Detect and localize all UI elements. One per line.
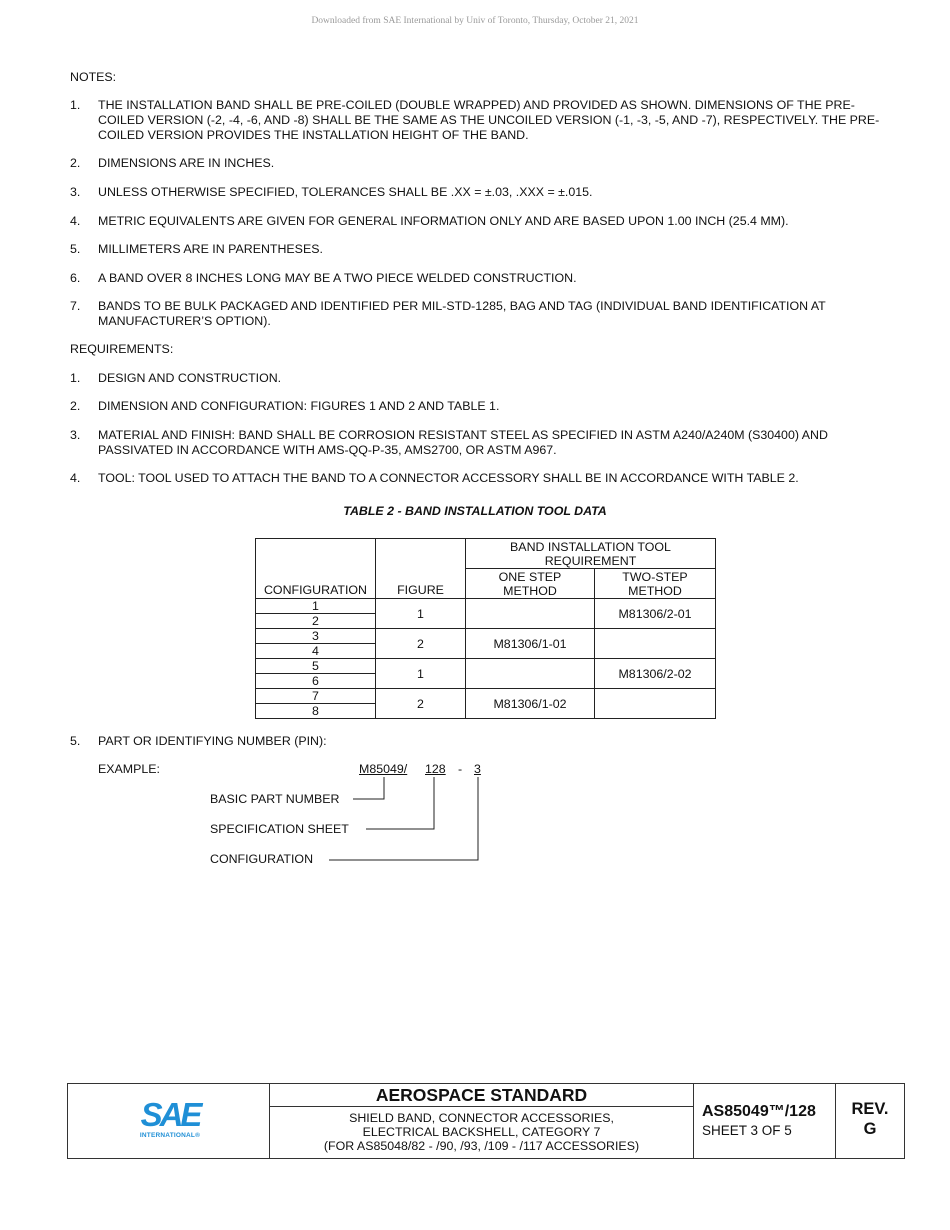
title-block: [67, 1083, 905, 1159]
two-step-cell: M81306/2-02: [595, 659, 716, 689]
revision-value: G: [863, 1120, 877, 1138]
one-step-cell: M81306/1-02: [466, 689, 595, 719]
requirement-number: 5.: [70, 734, 81, 748]
figure-cell: 1: [376, 599, 466, 629]
document-description: [270, 1107, 693, 1153]
basic-leader-line: [353, 777, 384, 799]
config-cell: 6: [256, 674, 376, 689]
note-text: DIMENSIONS ARE IN INCHES.: [98, 156, 275, 170]
note-number: 4.: [70, 214, 81, 228]
pin-spec-sheet: 128: [425, 762, 446, 776]
note-item: [70, 98, 895, 143]
requirement-item: [70, 371, 895, 386]
config-leader-line: [329, 777, 478, 860]
two-step-cell: M81306/2-01: [595, 599, 716, 629]
requirement-number: 2.: [70, 399, 81, 413]
note-item: [70, 271, 895, 286]
requirement-text: TOOL: TOOL USED TO ATTACH THE BAND TO A CONNECTOR ACCESSORY SHALL BE IN ACCORDANCE WITH TABLE 2.: [98, 471, 799, 485]
config-cell: 2: [256, 614, 376, 629]
download-note: Downloaded from SAE International by Univ of Toronto, Thursday, October 21, 2021: [311, 16, 639, 26]
specification-sheet-label: SPECIFICATION SHEET: [210, 822, 349, 836]
figure-cell: 2: [376, 629, 466, 659]
table-caption: TABLE 2 - BAND INSTALLATION TOOL DATA: [343, 504, 607, 518]
pin-example-label: EXAMPLE:: [98, 762, 160, 776]
config-cell: 1: [256, 599, 376, 614]
note-number: 7.: [70, 299, 81, 313]
sheet-number: SHEET 3 OF 5: [702, 1123, 792, 1138]
description-line: SHIELD BAND, CONNECTOR ACCESSORIES,: [349, 1111, 614, 1125]
config-cell: 5: [256, 659, 376, 674]
requirement-text: PART OR IDENTIFYING NUMBER (PIN):: [98, 734, 327, 748]
table-row: [256, 689, 716, 704]
note-item: [70, 242, 895, 257]
revision-cell: [836, 1084, 904, 1158]
requirements-heading: REQUIREMENTS:: [70, 342, 174, 356]
pin-dash: -: [458, 762, 463, 776]
description-line: (FOR AS85048/82 - /90, /93, /109 - /117 ACCESSORIES): [323, 1139, 640, 1153]
revision: [836, 1084, 904, 1139]
table-row: [256, 599, 716, 614]
note-text: BANDS TO BE BULK PACKAGED AND IDENTIFIED PER MIL-STD-1285, BAG AND TAG (INDIVIDUAL BAND IDENTIFICATION AT MANUFACTURER’S OPTION).: [98, 299, 826, 328]
requirement-item: [70, 734, 895, 749]
requirement-item: [70, 471, 895, 486]
note-item: [70, 299, 895, 329]
header-two-step: TWO-STEP METHOD: [595, 569, 716, 599]
two-step-cell: [595, 629, 716, 659]
header-configuration: CONFIGURATION: [256, 539, 376, 599]
note-number: 3.: [70, 185, 81, 199]
two-step-cell: [595, 689, 716, 719]
config-cell: 7: [256, 689, 376, 704]
tool-data-table: [255, 538, 716, 719]
note-item: [70, 156, 895, 171]
logo-wordmark: SAE: [140, 1096, 200, 1133]
config-cell: 3: [256, 629, 376, 644]
note-item: [70, 185, 895, 200]
sheet-leader-line: [366, 777, 434, 829]
configuration-label: CONFIGURATION: [210, 852, 314, 866]
note-text: UNLESS OTHERWISE SPECIFIED, TOLERANCES SHALL BE .XX = ±.03, .XXX = ±.015.: [98, 185, 593, 199]
requirement-number: 3.: [70, 428, 81, 442]
requirement-number: 1.: [70, 371, 81, 385]
table-row: [256, 629, 716, 644]
header-figure: FIGURE: [376, 539, 466, 599]
one-step-cell: [466, 659, 595, 689]
note-number: 1.: [70, 98, 81, 112]
requirement-item: [70, 428, 895, 458]
note-text: MILLIMETERS ARE IN PARENTHESES.: [98, 242, 323, 256]
note-number: 6.: [70, 271, 81, 285]
requirement-number: 4.: [70, 471, 81, 485]
note-number: 2.: [70, 156, 81, 170]
requirement-text: DESIGN AND CONSTRUCTION.: [98, 371, 282, 385]
description-line: ELECTRICAL BACKSHELL, CATEGORY 7: [362, 1125, 601, 1139]
requirement-text: DIMENSION AND CONFIGURATION: FIGURES 1 AND 2 AND TABLE 1.: [98, 399, 500, 413]
title-cell: [270, 1084, 694, 1158]
revision-label: REV.: [851, 1100, 889, 1118]
note-item: [70, 214, 895, 229]
header-tool-requirement: BAND INSTALLATION TOOL REQUIREMENT: [466, 539, 716, 569]
note-text: METRIC EQUIVALENTS ARE GIVEN FOR GENERAL INFORMATION ONLY AND ARE BASED UPON 1.00 INCH (25.4 MM).: [98, 214, 789, 228]
figure-cell: 2: [376, 689, 466, 719]
document-number: AS85049™/128: [702, 1103, 816, 1120]
logo-cell: [68, 1084, 270, 1158]
figure-cell: 1: [376, 659, 466, 689]
one-step-cell: M81306/1-01: [466, 629, 595, 659]
document-number-cell: [694, 1084, 836, 1158]
config-cell: 4: [256, 644, 376, 659]
one-step-cell: [466, 599, 595, 629]
table-row: [256, 659, 716, 674]
header-one-step: ONE STEP METHOD: [466, 569, 595, 599]
logo-subtext: INTERNATIONAL®: [139, 1132, 201, 1139]
note-text: THE INSTALLATION BAND SHALL BE PRE-COILED (DOUBLE WRAPPED) AND PROVIDED AS SHOWN. DIMENSIONS OF THE PRE-COILED VERSION (-2, -4, -6, AND -8) SHALL BE THE SAME AS THE UNCOILED VERSION (-1, -3, -5, AND -7), RESPECTIVELY. THE PRE-COILED VERSION PROVIDES THE INSTALLATION HEIGHT OF THE BAND.: [98, 98, 880, 142]
standard-type: AEROSPACE STANDARD: [270, 1084, 693, 1107]
pin-configuration: 3: [474, 762, 481, 776]
basic-part-number-label: BASIC PART NUMBER: [210, 792, 340, 806]
sae-logo: [137, 1096, 203, 1139]
config-cell: 8: [256, 704, 376, 719]
note-number: 5.: [70, 242, 81, 256]
notes-heading: NOTES:: [70, 70, 117, 84]
requirement-item: [70, 399, 895, 414]
requirement-text: MATERIAL AND FINISH: BAND SHALL BE CORROSION RESISTANT STEEL AS SPECIFIED IN ASTM A240/A240M (S30400) AND PASSIVATED IN ACCORDANCE WITH AMS-QQ-P-35, AMS2700, OR ASTM A967.: [98, 428, 828, 457]
pin-basic-part: M85049/: [359, 762, 408, 776]
note-text: A BAND OVER 8 INCHES LONG MAY BE A TWO PIECE WELDED CONSTRUCTION.: [98, 271, 577, 285]
